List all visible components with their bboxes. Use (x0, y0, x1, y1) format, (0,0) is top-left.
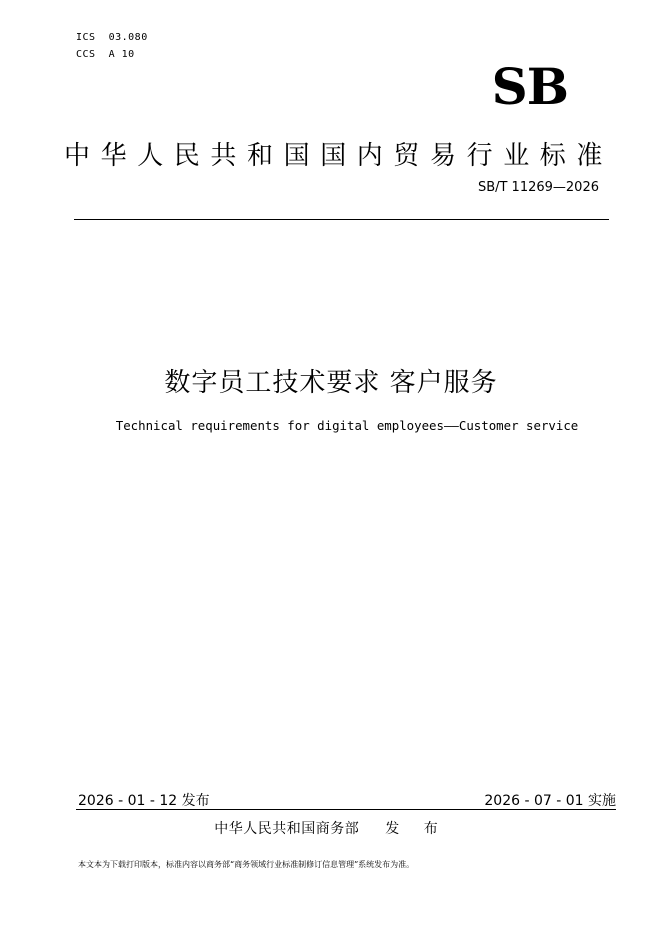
publisher-line (0, 818, 662, 838)
footer-divider (76, 809, 616, 810)
issue-date: 2026 - 01 - 12 发布 (78, 793, 210, 809)
document-title-english: Technical requirements for digital employees——Customer service (115, 418, 579, 433)
publish-label: 发 布 (385, 821, 448, 837)
standard-number: SB/T 11269—2026 (477, 180, 599, 195)
ccs-code: CCS A 10 (76, 49, 135, 60)
download-footnote: 本文本为下载打印版本，标准内容以商务部“商务领域行业标准制修订信息管理”系统发布为准。 (78, 860, 415, 869)
document-title-chinese: 数字员工技术要求 客户服务 (164, 368, 498, 398)
sb-standard-mark: SB (491, 57, 568, 116)
publisher-name: 中华人民共和国商务部 (214, 821, 360, 837)
implementation-date: 2026 - 07 - 01 实施 (484, 793, 616, 809)
header-divider (74, 219, 609, 220)
standard-category-title: 中华人民共和国国内贸易行业标准 (64, 141, 614, 171)
ics-code: ICS 03.080 (76, 32, 148, 43)
